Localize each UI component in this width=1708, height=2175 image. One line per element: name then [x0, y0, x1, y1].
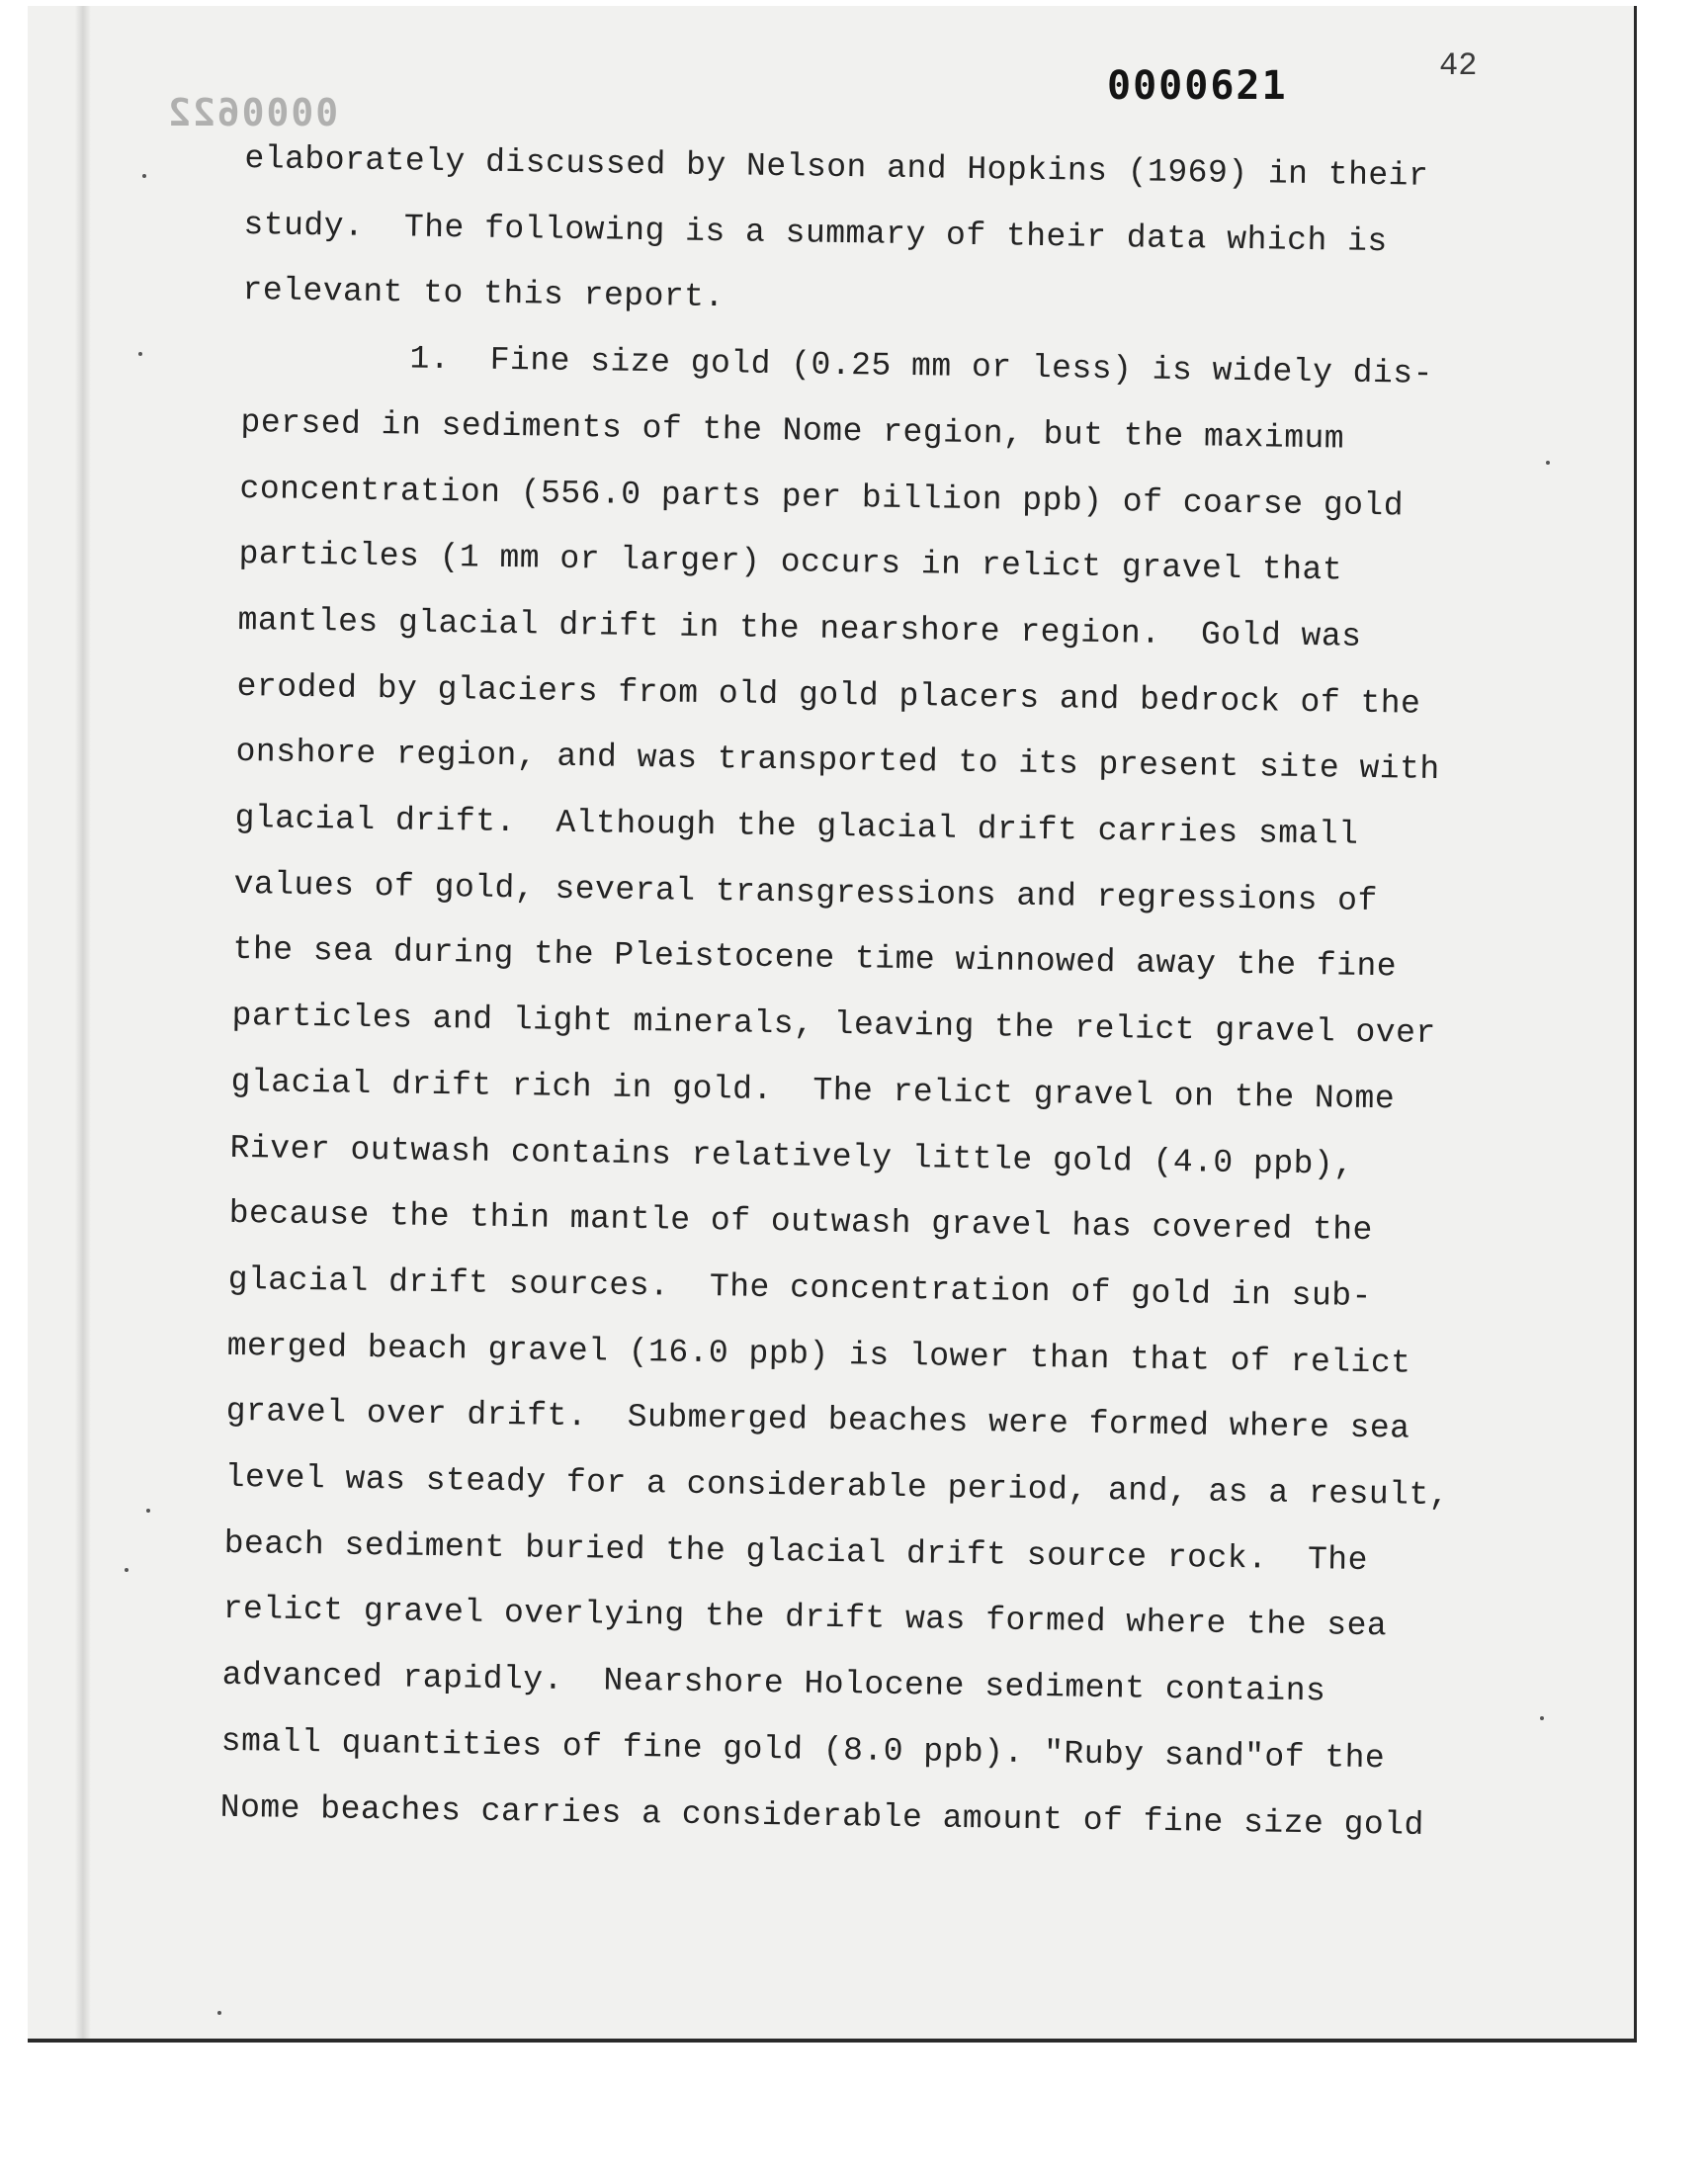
text-line: level was steady for a considerable period, and, as a result, [224, 1458, 1450, 1515]
binding-shadow [75, 6, 91, 2043]
text-line: glacial drift sources. The concentration of gold in sub- [227, 1261, 1373, 1315]
text-line: glacial drift rich in gold. The relict gravel on the Nome [230, 1063, 1396, 1118]
text-line: values of gold, several transgressions and regressions of [233, 865, 1379, 919]
scan-speck [138, 352, 142, 356]
text-line: Nome beaches carries a considerable amount of fine size gold [219, 1788, 1425, 1844]
text-line: eroded by glaciers from old gold placers and bedrock of the [236, 667, 1421, 723]
text-line: merged beach gravel (16.0 ppb) is lower than that of relict [226, 1327, 1411, 1382]
text-line: River outwash contains relatively little gold (4.0 ppb), [229, 1129, 1354, 1183]
text-line: because the thin mantle of outwash gravel has covered the [228, 1195, 1374, 1250]
scan-speck [142, 174, 146, 178]
text-line: relict gravel overlying the drift was formed where the sea [222, 1591, 1388, 1645]
scan-speck [1546, 461, 1550, 465]
text-line: particles (1 mm or larger) occurs in relict gravel that [238, 536, 1343, 589]
scan-speck [217, 2011, 221, 2015]
page-number: 42 [1439, 47, 1478, 84]
text-line: onshore region, and was transported to its present site with [235, 734, 1440, 789]
text-line: elaborately discussed by Nelson and Hopkins (1969) in their [244, 139, 1429, 195]
scan-speck [125, 1568, 128, 1572]
scan-speck [146, 1509, 150, 1513]
text-line: advanced rapidly. Nearshore Holocene sediment contains [221, 1657, 1326, 1710]
text-line: study. The following is a summary of their data which is [243, 206, 1388, 260]
scanned-page [28, 6, 1637, 2043]
text-line: small quantities of fine gold (8.0 ppb). "Ruby sand"of the [220, 1722, 1386, 1778]
text-line: glacial drift. Although the glacial drift carries small [234, 799, 1359, 853]
text-line: gravel over drift. Submerged beaches were formed where sea [225, 1393, 1410, 1447]
list-item-1-start: 1. Fine size gold (0.25 mm or less) is widely dis- [409, 340, 1434, 392]
text-line: particles and light minerals, leaving the relict gravel over [231, 998, 1436, 1053]
text-line: the sea during the Pleistocene time winnowed away the fine [232, 931, 1398, 986]
text-line: relevant to this report. [242, 272, 726, 316]
text-line: concentration (556.0 parts per billion ppb) of coarse gold [239, 470, 1405, 524]
mirrored-control-number: 0000622 [166, 91, 339, 134]
control-number-stamp: 0000621 [1107, 63, 1288, 109]
scan-speck [1540, 1716, 1544, 1720]
text-line: beach sediment buried the glacial drift source rock. The [223, 1524, 1369, 1579]
body-text [219, 127, 1530, 1860]
text-line: persed in sediments of the Nome region, but the maximum [240, 403, 1345, 458]
text-line: mantles glacial drift in the nearshore region. Gold was [237, 601, 1362, 655]
